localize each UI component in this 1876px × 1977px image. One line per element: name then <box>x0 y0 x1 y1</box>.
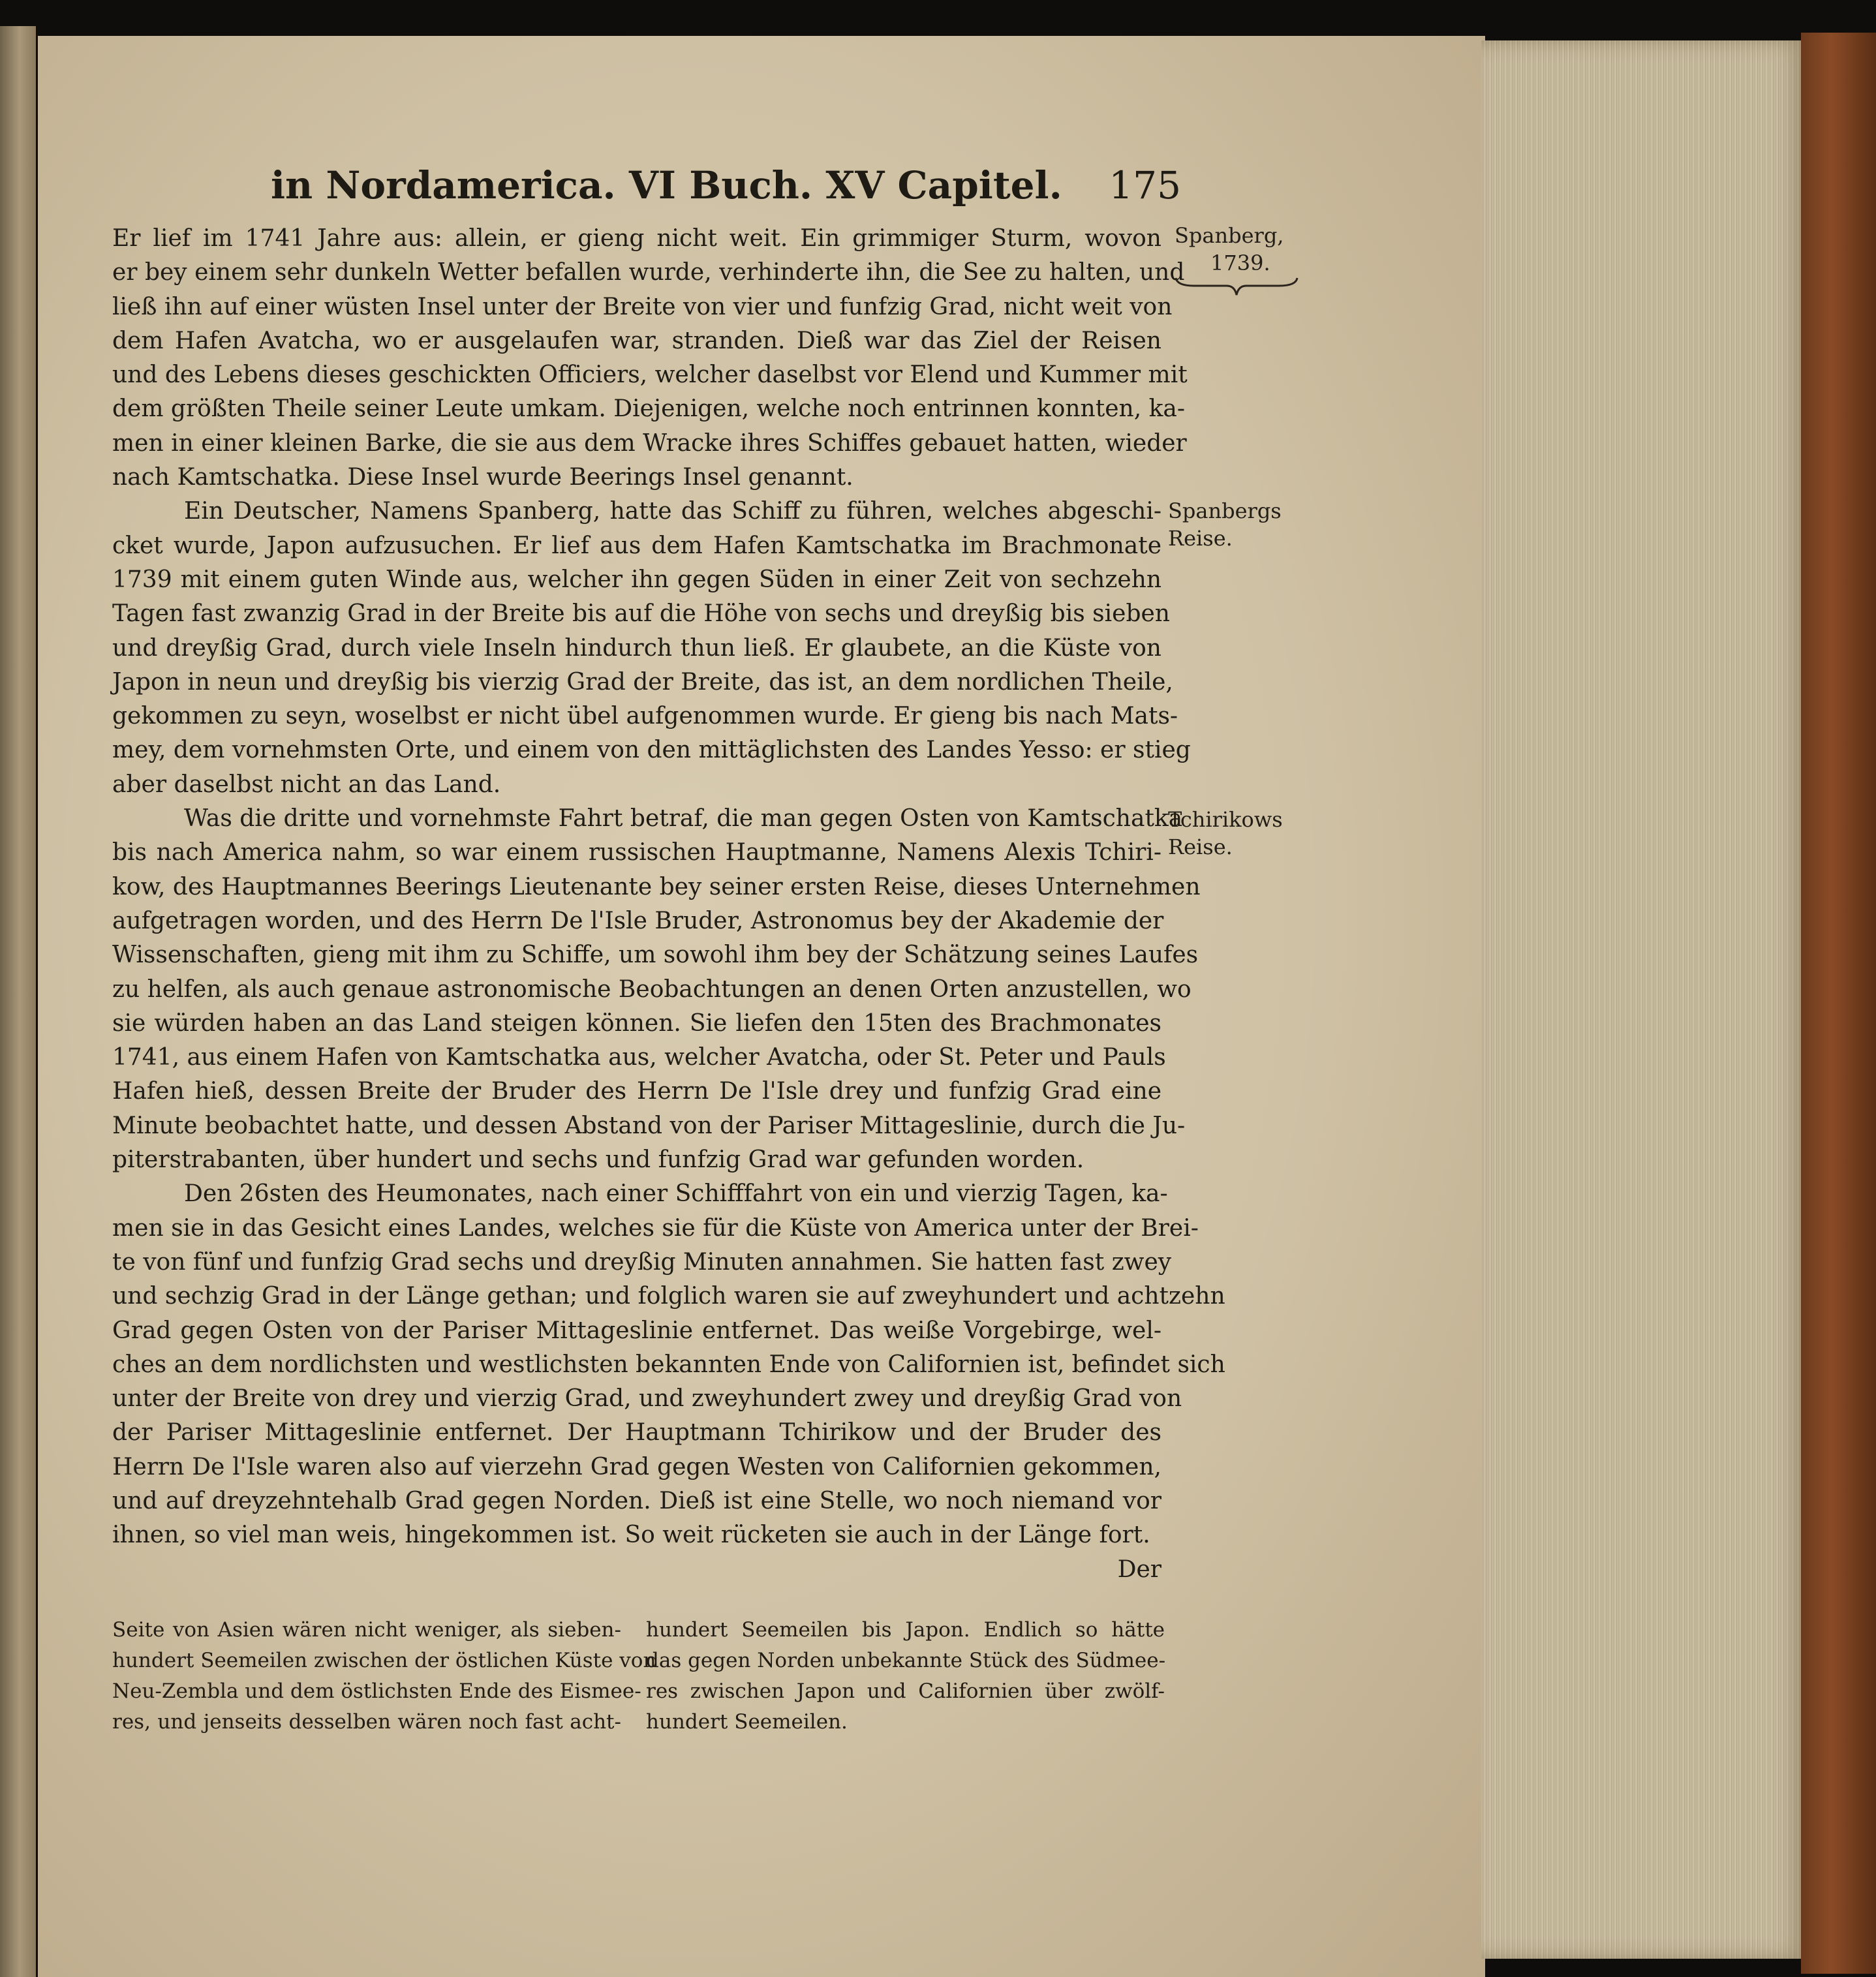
text-line: nach Kamtschatka. Diese Insel wurde Beerings Insel genannt. <box>112 464 853 491</box>
text-line: Was die dritte und vornehmste Fahrt betraf, die man gegen Osten von Kamtschatka <box>184 805 1183 833</box>
text-line: und des Lebens dieses geschickten Officiers, welcher daselbst vor Elend und Kummer mit <box>112 361 1188 389</box>
page-number: 175 <box>1109 163 1181 207</box>
book-cover <box>1801 33 1876 1974</box>
page-block-edges <box>1481 40 1807 1959</box>
margin-note-spanberg <box>1175 222 1284 277</box>
text-line: piterstrabanten, über hundert und sechs und funfzig Grad war gefunden worden. <box>112 1146 1084 1174</box>
text-line: ihnen, so viel man weis, hingekommen ist. So weit rücketen sie auch in der Länge fort. <box>112 1522 1150 1549</box>
margin-note-spanbergs-reise <box>1168 497 1282 552</box>
text-line: kow, des Hauptmannes Beerings Lieutenante bey seiner ersten Reise, dieses Unternehmen <box>112 873 1201 900</box>
text-line: Tagen fast zwanzig Grad in der Breite bis auf die Höhe von sechs und dreyßig bis sieben <box>112 600 1170 628</box>
text-line: men sie in das Gesicht eines Landes, welches sie für die Küste von America unter der Brei- <box>112 1214 1199 1242</box>
text-line: ches an dem nordlichsten und westlichsten bekannten Ende von Californien ist, befindet sich <box>112 1351 1225 1378</box>
text-line: mey, dem vornehmsten Orte, und einem von den mittäglichsten des Landes Yesso: er stieg <box>112 737 1191 764</box>
footnote-line: das gegen Norden unbekannte Stück des Südmee- <box>646 1649 1166 1672</box>
text-line: Den 26sten des Heumonates, nach einer Schifffahrt von ein und vierzig Tagen, ka- <box>184 1180 1168 1208</box>
text-line: dem Hafen Avatcha, wo er ausgelaufen war, stranden. Dieß war das Ziel der Reisen <box>112 327 1161 354</box>
margin-note-tchirikows-reise <box>1168 806 1283 861</box>
text-line: und auf dreyzehntehalb Grad gegen Norden. Dieß ist eine Stelle, wo noch niemand vor <box>112 1487 1161 1514</box>
text-line: zu helfen, als auch genaue astronomische Beobachtungen an denen Orten anzustellen, wo <box>112 975 1192 1003</box>
text-line: Hafen hieß, dessen Breite der Bruder des Herrn De l'Isle drey und funfzig Grad eine <box>112 1078 1161 1105</box>
margin-note-line: Spanberg, <box>1175 223 1284 248</box>
footnote-line: res zwischen Japon und Californien über zwölf- <box>646 1679 1165 1703</box>
text-line: Japon in neun und dreyßig bis vierzig Grad der Breite, das ist, an dem nordlichen Theile, <box>112 668 1173 696</box>
text-line: dem größten Theile seiner Leute umkam. Diejenigen, welche noch entrinnen konnten, ka- <box>112 395 1186 423</box>
footnote-line: hundert Seemeilen zwischen der östlichen Küste von <box>112 1649 656 1672</box>
text-line: Er lief im 1741 Jahre aus: allein, er gieng nicht weit. Ein grimmiger Sturm, wovon <box>112 225 1161 252</box>
margin-note-line: Tchirikows <box>1168 807 1283 832</box>
margin-note-line: Reise. <box>1168 835 1233 859</box>
margin-note-line: Spanbergs <box>1168 498 1282 523</box>
text-line: Ein Deutscher, Namens Spanberg, hatte das Schiff zu führen, welches abgeschi- <box>184 498 1161 525</box>
text-line: aber daselbst nicht an das Land. <box>112 771 501 798</box>
margin-note-line: 1739. <box>1210 251 1270 275</box>
text-line: te von fünf und funfzig Grad sechs und dreyßig Minuten annahmen. Sie hatten fast zwey <box>112 1248 1172 1276</box>
catchword: Der <box>1117 1556 1161 1583</box>
text-line: Minute beobachtet hatte, und dessen Abstand von der Pariser Mittageslinie, durch die Ju- <box>112 1112 1186 1139</box>
text-line: ließ ihn auf einer wüsten Insel unter der Breite von vier und funfzig Grad, nicht weit von <box>112 293 1173 320</box>
text-line: cket wurde, Japon aufzusuchen. Er lief aus dem Hafen Kamtschatka im Brachmonate <box>112 532 1161 559</box>
margin-note-line: Reise. <box>1168 526 1233 551</box>
text-line: und dreyßig Grad, durch viele Inseln hindurch thun ließ. Er glaubete, an die Küste von <box>112 634 1161 662</box>
running-head-title: in Nordamerica. VI Buch. XV Capitel. <box>271 163 1062 207</box>
footnote-line: hundert Seemeilen bis Japon. Endlich so hätte <box>646 1618 1165 1642</box>
text-line: gekommen zu seyn, woselbst er nicht übel aufgenommen wurde. Er gieng bis nach Mats- <box>112 703 1178 730</box>
text-line: Herrn De l'Isle waren also auf vierzehn Grad gegen Westen von Californien gekommen, <box>112 1453 1161 1480</box>
text-line: men in einer kleinen Barke, die sie aus dem Wracke ihres Schiffes gebauet hatten, wieder <box>112 429 1187 457</box>
facing-page-edge <box>0 26 36 1977</box>
text-line: Wissenschaften, gieng mit ihm zu Schiffe, um sowohl ihm bey der Schätzung seines Laufes <box>112 942 1199 969</box>
text-line: 1741, aus einem Hafen von Kamtschatka aus, welcher Avatcha, oder St. Peter und Pauls <box>112 1044 1166 1071</box>
margin-brace-icon <box>1175 273 1299 299</box>
text-line: 1739 mit einem guten Winde aus, welcher ihn gegen Süden in einer Zeit von sechzehn <box>112 566 1161 593</box>
text-line: der Pariser Mittageslinie entfernet. Der Hauptmann Tchirikow und der Bruder des <box>112 1419 1161 1447</box>
text-line: sie würden haben an das Land steigen können. Sie liefen den 15ten des Brachmonates <box>112 1009 1161 1037</box>
text-line: unter der Breite von drey und vierzig Grad, und zweyhundert zwey und dreyßig Grad von <box>112 1385 1182 1413</box>
running-head <box>271 163 1181 215</box>
text-line: bis nach America nahm, so war einem russischen Hauptmanne, Namens Alexis Tchiri- <box>112 839 1161 866</box>
footnote-line: hundert Seemeilen. <box>646 1710 848 1734</box>
text-line: aufgetragen worden, und des Herrn De l'Isle Bruder, Astronomus bey der Akademie der <box>112 907 1164 934</box>
text-line: er bey einem sehr dunkeln Wetter befallen wurde, verhinderte ihn, die See zu halten, und <box>112 259 1185 286</box>
footnote-column-left <box>112 1615 656 1738</box>
text-line: und sechzig Grad in der Länge gethan; und folglich waren sie auf zweyhundert und achtzehn <box>112 1283 1225 1310</box>
footnote-line: Neu-Zembla und dem östlichsten Ende des Eismee- <box>112 1679 641 1703</box>
footnote-line: Seite von Asien wären nicht weniger, als sieben- <box>112 1618 621 1642</box>
text-line: Grad gegen Osten von der Pariser Mittageslinie entfernet. Das weiße Vorgebirge, wel- <box>112 1317 1161 1344</box>
footnote-line: res, und jenseits desselben wären noch fast acht- <box>112 1710 621 1734</box>
footnote-column-right <box>646 1615 1165 1738</box>
